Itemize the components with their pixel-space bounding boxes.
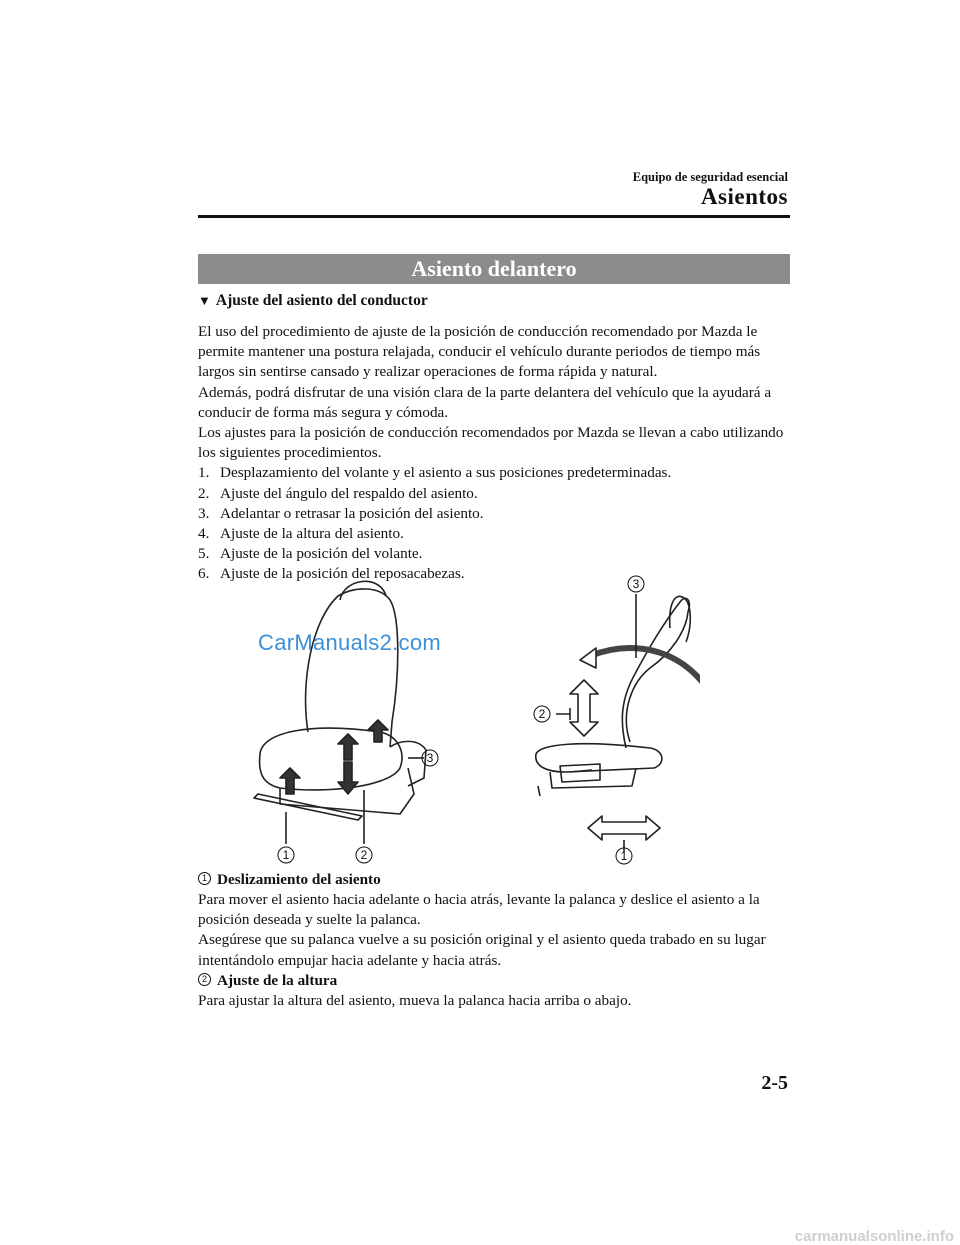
left-seat-backrest (306, 589, 398, 747)
item-heading-height: 2 Ajuste de la altura (198, 971, 337, 991)
section-banner: Asiento delantero (198, 254, 790, 284)
paragraph: Para ajustar la altura del asiento, mueva la palanca hacia arriba o abajo. (198, 992, 632, 1009)
right-seat-cushion (536, 744, 662, 772)
triangle-bullet-icon: ▼ (198, 293, 211, 308)
height-double-arrow (570, 680, 598, 736)
slide-double-arrow (588, 816, 660, 840)
svg-text:2: 2 (360, 848, 368, 862)
paragraph: Los ajustes para la posición de conducción recomendados por Mazda se llevan a cabo utilizando los siguientes procedimientos. (198, 424, 784, 462)
header-divider (198, 215, 790, 218)
page-number: 2-5 (761, 1072, 788, 1094)
list-item: 1. Desplazamiento del volante y el asiento a sus posiciones predeterminadas. (198, 464, 672, 482)
intro-text (198, 322, 792, 585)
svg-text:2: 2 (538, 707, 546, 721)
paragraph: Para mover el asiento hacia adelante o hacia atrás, levante la palanca y deslice el asiento a la posición deseada y suelte la palanca. (198, 891, 760, 929)
paragraph: Asegúrese que su palanca vuelve a su posición original y el asiento queda trabado en su lugar intentándolo empujar hacia adelante y hacia atrás. (198, 931, 766, 969)
circled-number-icon: 2 (198, 973, 211, 986)
list-item: 5. Ajuste de la posición del volante. (198, 545, 423, 563)
subheading-text: Ajuste del asiento del conductor (215, 292, 428, 309)
watermark-logo: CarManuals2.com (258, 630, 442, 655)
right-seat-backrest (622, 598, 689, 748)
recline-arc-arrow (590, 648, 700, 722)
subheading (198, 292, 428, 310)
watermark-footer: carmanualsonline.info (794, 1228, 954, 1245)
list-item: 2. Ajuste del ángulo del respaldo del asiento. (198, 484, 478, 502)
svg-text:1: 1 (282, 848, 290, 862)
item-text-height (198, 991, 792, 1011)
section-label: Equipo de seguridad esencial (632, 170, 788, 184)
paragraph: Además, podrá disfrutar de una visión clara de la parte delantera del vehículo que la ayudará a conducir de forma más segura y cómoda. (198, 383, 772, 421)
list-item: 4. Ajuste de la altura del asiento. (198, 525, 404, 543)
circled-number-icon: 1 (198, 872, 211, 885)
list-item: 3. Adelantar o retrasar la posición del asiento. (198, 504, 484, 522)
step-list (198, 463, 792, 584)
item-heading-slide: 1 Deslizamiento del asiento (198, 870, 381, 890)
list-item: 6. Ajuste de la posición del reposacabezas. (198, 565, 465, 583)
item-text-slide (198, 890, 792, 971)
seat-illustration (240, 572, 700, 872)
paragraph: El uso del procedimiento de ajuste de la posición de conducción recomendado por Mazda le permite mantener una postura relajada, conducir el vehículo durante periodos de tiempo más largos sin sentirse cansado y realizar operaciones de forma rápida y natural. (198, 323, 761, 381)
svg-text:3: 3 (632, 577, 640, 591)
svg-text:1: 1 (620, 849, 628, 863)
svg-text:3: 3 (426, 751, 434, 765)
chapter-title: Asientos (700, 184, 788, 209)
